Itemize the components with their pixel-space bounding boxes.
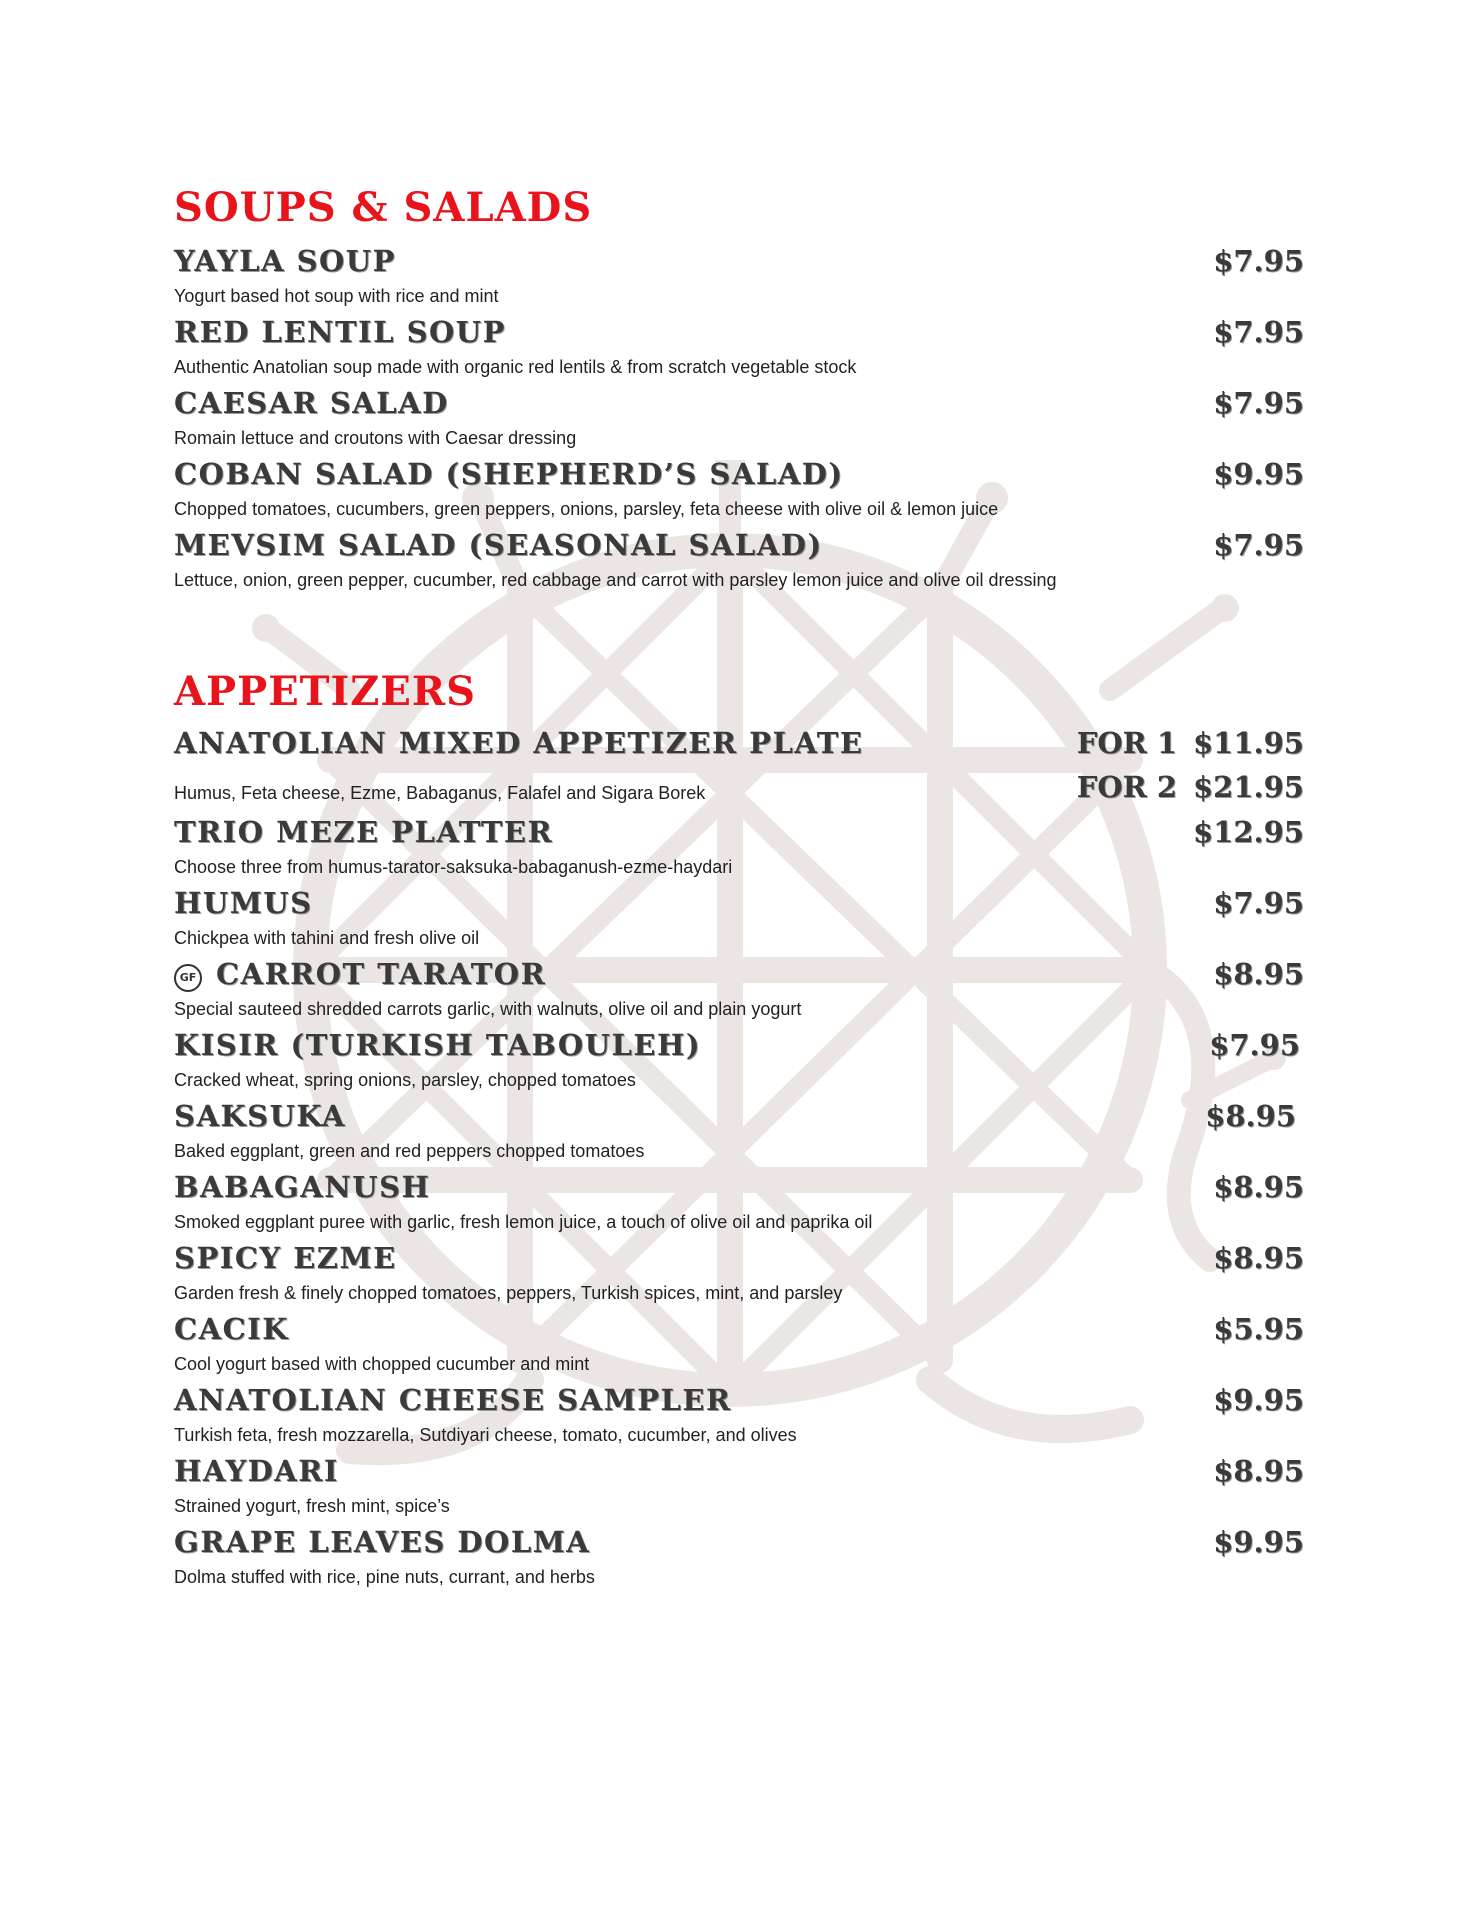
item-price: $9.95 bbox=[1213, 1525, 1304, 1559]
item-description: Choose three from humus-tarator-saksuka-babaganush-ezme-haydari bbox=[174, 857, 733, 877]
item-name: SPICY EZME bbox=[174, 1241, 397, 1275]
item-price: $12.95 bbox=[1193, 815, 1304, 849]
item-name: TRIO MEZE PLATTER bbox=[174, 815, 554, 849]
item-description: Lettuce, onion, green pepper, cucumber, red cabbage and carrot with parsley lemon juice and olive oil dressing bbox=[174, 570, 1057, 590]
item-description: Cool yogurt based with chopped cucumber and mint bbox=[174, 1354, 590, 1374]
item-description: Romain lettuce and croutons with Caesar dressing bbox=[174, 428, 577, 448]
item-price: $7.95 bbox=[1213, 386, 1304, 420]
item-name: GRAPE LEAVES DOLMA bbox=[174, 1525, 591, 1559]
item-description: Smoked eggplant puree with garlic, fresh lemon juice, a touch of olive oil and paprika oil bbox=[174, 1212, 873, 1232]
item-description: Chopped tomatoes, cucumbers, green peppers, onions, parsley, feta cheese with olive oil & lemon juice bbox=[174, 499, 999, 519]
item-name: COBAN SALAD (SHEPHERD’S SALAD) bbox=[174, 457, 844, 491]
item-price: $8.95 bbox=[1213, 1454, 1304, 1488]
item-name: YAYLA SOUP bbox=[174, 244, 396, 278]
menu-item-anatolian-mixed-appetizer-plate bbox=[174, 726, 1304, 809]
item-description: Yogurt based hot soup with rice and mint bbox=[174, 286, 499, 306]
item-name: HUMUS bbox=[174, 886, 313, 920]
gluten-free-badge-icon: GF bbox=[174, 964, 202, 992]
item-price: $8.95 bbox=[1213, 1241, 1304, 1275]
item-description: Cracked wheat, spring onions, parsley, chopped tomatoes bbox=[174, 1070, 636, 1090]
section-title-soups-salads: SOUPS & SALADS bbox=[174, 184, 593, 231]
item-name: ANATOLIAN CHEESE SAMPLER bbox=[174, 1383, 732, 1417]
item-name: KISIR (TURKISH TABOULEH) bbox=[174, 1028, 702, 1062]
item-name bbox=[174, 957, 547, 992]
item-name: CACIK bbox=[174, 1312, 289, 1346]
item-name: MEVSIM SALAD (SEASONAL SALAD) bbox=[174, 528, 823, 562]
item-name: BABAGANUSH bbox=[174, 1170, 431, 1204]
item-price: $7.95 bbox=[1209, 1028, 1300, 1062]
item-price: $8.95 bbox=[1205, 1099, 1296, 1133]
portion-label: FOR 2 bbox=[1076, 770, 1177, 804]
portion-price: $21.95 bbox=[1193, 770, 1304, 804]
item-name: SAKSUKA bbox=[174, 1099, 346, 1133]
item-description: Dolma stuffed with rice, pine nuts, currant, and herbs bbox=[174, 1567, 595, 1587]
item-price: $7.95 bbox=[1213, 315, 1304, 349]
portion-label: FOR 1 bbox=[1076, 726, 1177, 760]
item-description: Baked eggplant, green and red peppers chopped tomatoes bbox=[174, 1141, 645, 1161]
item-description: Authentic Anatolian soup made with organic red lentils & from scratch vegetable stock bbox=[174, 357, 857, 377]
item-name: CAESAR SALAD bbox=[174, 386, 449, 420]
price-line-for-2 bbox=[1076, 770, 1304, 804]
item-price: $7.95 bbox=[1213, 244, 1304, 278]
item-price: $9.95 bbox=[1213, 1383, 1304, 1417]
item-description: Garden fresh & finely chopped tomatoes, peppers, Turkish spices, mint, and parsley bbox=[174, 1283, 843, 1303]
item-price: $7.95 bbox=[1213, 886, 1304, 920]
item-price: $8.95 bbox=[1213, 957, 1304, 991]
item-description: Strained yogurt, fresh mint, spice’s bbox=[174, 1496, 450, 1516]
item-name: HAYDARI bbox=[174, 1454, 339, 1488]
item-description: Chickpea with tahini and fresh olive oil bbox=[174, 928, 480, 948]
item-price: $5.95 bbox=[1213, 1312, 1304, 1346]
section-title-appetizers: APPETIZERS bbox=[174, 668, 476, 715]
item-name: RED LENTIL SOUP bbox=[174, 315, 506, 349]
item-price: $8.95 bbox=[1213, 1170, 1304, 1204]
item-price: $7.95 bbox=[1213, 528, 1304, 562]
item-name: ANATOLIAN MIXED APPETIZER PLATE bbox=[174, 726, 864, 760]
portion-price: $11.95 bbox=[1193, 726, 1304, 760]
item-description: Turkish feta, fresh mozzarella, Sutdiyari cheese, tomato, cucumber, and olives bbox=[174, 1425, 797, 1445]
price-line-for-1 bbox=[1076, 726, 1304, 760]
item-name-text: CARROT TARATOR bbox=[216, 957, 547, 991]
item-description: Special sauteed shredded carrots garlic, with walnuts, olive oil and plain yogurt bbox=[174, 999, 802, 1019]
item-description: Humus, Feta cheese, Ezme, Babaganus, Falafel and Sigara Borek bbox=[174, 783, 706, 803]
item-price: $9.95 bbox=[1213, 457, 1304, 491]
